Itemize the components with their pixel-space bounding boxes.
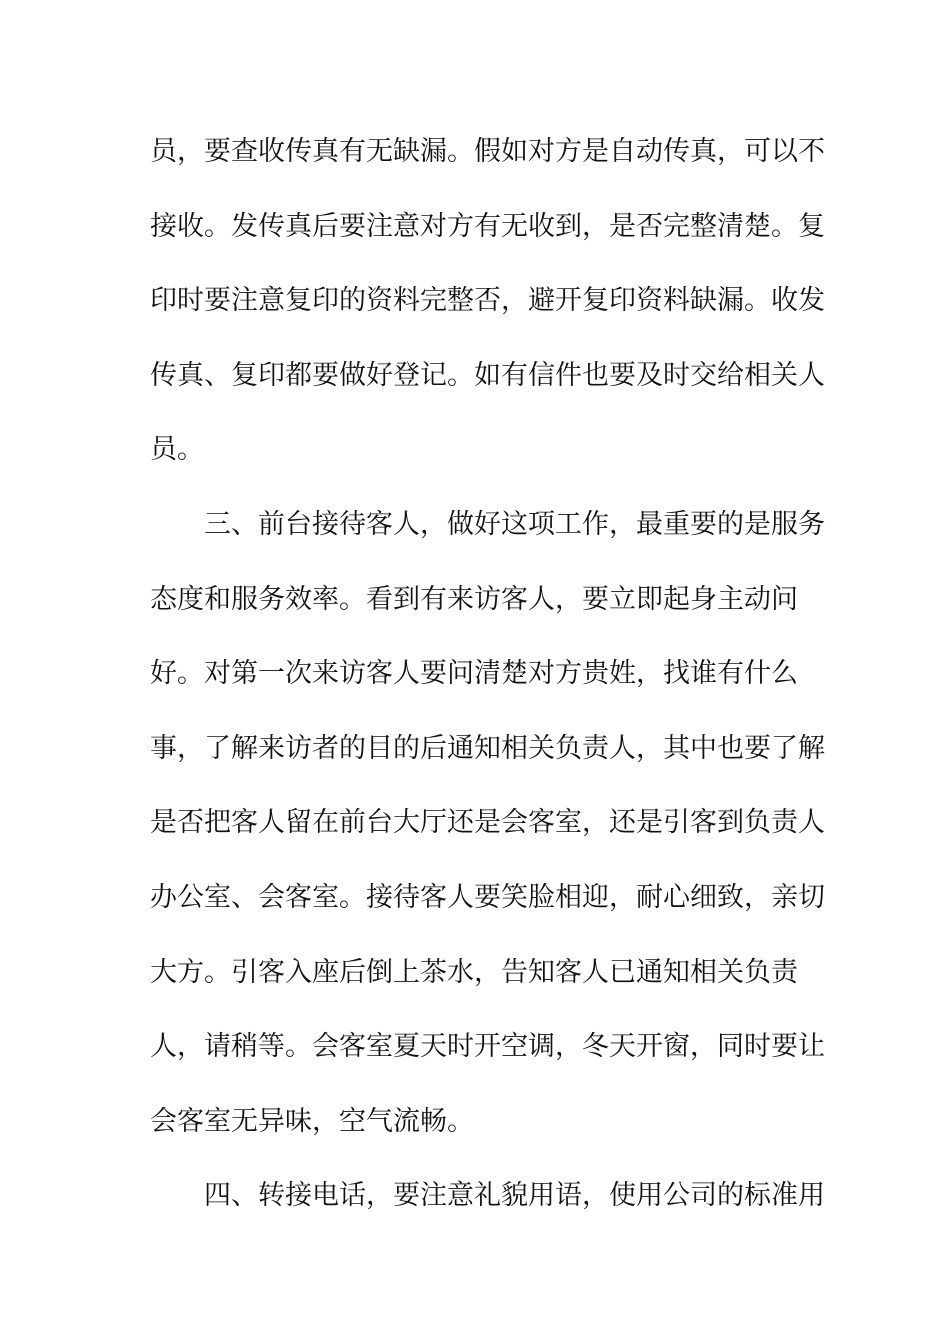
text-line: 好。对第一次来访客人要问清楚对方贵姓，找谁有什么 bbox=[150, 658, 798, 690]
text-line: 员。 bbox=[150, 434, 204, 466]
body-text bbox=[150, 120, 825, 1239]
text-line: 接收。发传真后要注意对方有无收到，是否完整清楚。复 bbox=[150, 210, 825, 242]
text-line: 大方。引客入座后倒上茶水，告知客人已通知相关负责 bbox=[150, 956, 798, 988]
text-line: 人，请稍等。会客室夏天时开空调，冬天开窗，同时要让 bbox=[150, 1031, 825, 1063]
text-line: 是否把客人留在前台大厅还是会客室，还是引客到负责人 bbox=[150, 807, 825, 839]
text-line: 态度和服务效率。看到有来访客人，要立即起身主动问 bbox=[150, 583, 798, 615]
paragraph-start-line: 四、转接电话，要注意礼貌用语，使用公司的标准用 bbox=[204, 1180, 825, 1212]
text-line: 办公室、会客室。接待客人要笑脸相迎，耐心细致，亲切 bbox=[150, 881, 825, 913]
text-line: 会客室无异味，空气流畅。 bbox=[150, 1105, 474, 1137]
paragraph-start-line: 三、前台接待客人，做好这项工作，最重要的是服务 bbox=[204, 508, 825, 540]
text-line: 员，要查收传真有无缺漏。假如对方是自动传真，可以不 bbox=[150, 136, 825, 167]
text-line: 事，了解来访者的目的后通知相关负责人，其中也要了解 bbox=[150, 732, 825, 764]
text-line: 印时要注意复印的资料完整否，避开复印资料缺漏。收发 bbox=[150, 285, 825, 317]
text-line: 传真、复印都要做好登记。如有信件也要及时交给相关人 bbox=[150, 359, 825, 391]
